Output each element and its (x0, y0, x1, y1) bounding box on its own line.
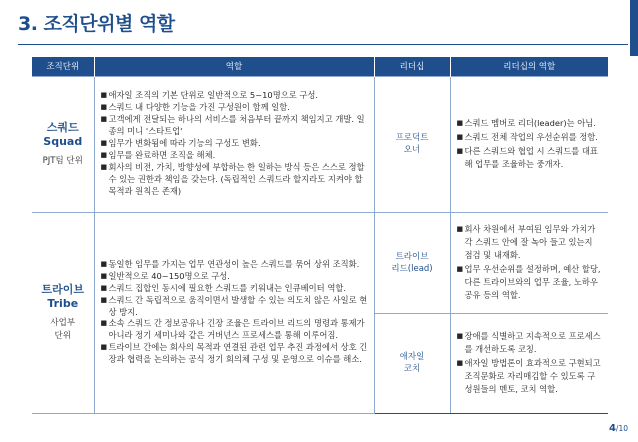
bullet-icon: ■ (100, 103, 108, 112)
bullet-icon: ■ (100, 271, 108, 280)
leader-role-cell-agile-coach (450, 313, 608, 413)
unit-cell-tribe (32, 212, 94, 413)
unit-name-en: Tribe (47, 296, 79, 310)
bullet-icon: ■ (456, 118, 464, 127)
list-item: ■ 소속 스쿼드 간 정보공유나 긴장 조율은 트라이브 리드의 명령과 통제가 아니라 정기 세미나와 같은 거버넌스 프로세스를 통해 이루어짐. (100, 318, 365, 341)
roles-cell-squad (94, 76, 374, 212)
list-item: ■ 동일한 임무를 가지는 업무 연관성이 높은 스쿼드를 묶어 상위 조직화. (100, 258, 360, 269)
title-underline (18, 44, 628, 45)
leader-title-line: 오너 (403, 145, 421, 155)
list-item: ■ 업무 우선순위를 설정하며, 예산 할당, 다른 트라이브와의 업무 조율, 노하우 공유 등의 역할. (456, 263, 601, 300)
unit-scope: PJT팀 단위 (42, 155, 83, 166)
list-item: ■ 트라이브 간에는 회사의 목적과 연결된 관련 업무 추진 과정에서 상호 긴장과 협력을 논의하는 공식 정기 회의체 구성 및 운영으로 이슈를 해소. (100, 342, 368, 365)
list-item: ■ 고객에게 전달되는 하나의 서비스를 처음부터 끝까지 책임지고 개발. 일종의 미니 '스타트업' (100, 114, 365, 137)
leader-title-line: 리드(lead) (391, 263, 433, 274)
list-item: ■ 스쿼드 멤버로 리더(leader)는 아님. (456, 117, 596, 128)
bullet-icon: ■ (100, 319, 108, 328)
unit-scope: 사업부 (50, 317, 76, 328)
leader-cell-tribe-lead (374, 212, 450, 313)
list-item: ■ 스쿼드 간 독립적으로 움직이면서 발생할 수 있는 의도치 않은 사일로 현상 방지. (100, 294, 368, 317)
bullet-icon: ■ (100, 283, 108, 292)
bullet-icon: ■ (100, 91, 108, 100)
header-role: 역할 (94, 57, 374, 76)
page-number (609, 423, 628, 434)
roles-cell-tribe (94, 212, 374, 413)
header-leadership-role: 리더십의 역할 (450, 57, 608, 76)
list-item: ■ 일반적으로 40~150명으로 구성. (100, 270, 230, 281)
leader-cell-product-owner (374, 76, 450, 212)
bullet-icon: ■ (456, 132, 464, 141)
leader-title-line: 코치 (403, 364, 421, 374)
list-item: ■ 스쿼드 내 다양한 기능을 가진 구성원이 함께 일함. (100, 102, 290, 113)
bullet-icon: ■ (456, 331, 464, 340)
page-total: /10 (615, 424, 628, 433)
header-org-unit: 조직단위 (32, 57, 94, 76)
bullet-icon: ■ (456, 146, 464, 155)
leader-role-cell-tribe-lead (450, 212, 608, 313)
leader-title-line: 프로덕트 (395, 133, 429, 143)
page-current: 4 (608, 423, 616, 434)
unit-name-en: Squad (43, 134, 83, 148)
corner-accent-bar (630, 0, 638, 56)
role-list (101, 259, 369, 366)
list-item: ■ 애자일 조직의 기본 단위로 일반적으로 5~10명으로 구성. (100, 90, 319, 101)
list-item: ■ 스쿼드 집합인 동시에 필요한 스쿼드를 키워내는 인큐베이터 역할. (100, 282, 347, 293)
unit-cell-squad (32, 76, 94, 212)
bullet-icon: ■ (100, 115, 108, 124)
list-item: ■ 임무를 완료하면 조직을 해체. (100, 149, 216, 160)
unit-name-ko: 스쿼드 (46, 120, 79, 134)
list-item: ■ 스쿼드 전체 작업의 우선순위를 정함. (456, 131, 598, 142)
table-row-squad (32, 76, 608, 212)
bullet-icon: ■ (100, 343, 108, 352)
unit-scope: 단위 (54, 330, 71, 341)
leader-title-line: 트라이브 (395, 251, 429, 262)
leader-role-cell-product-owner (450, 76, 608, 212)
unit-name-ko: 트라이브 (41, 282, 84, 296)
list-item: ■ 애자일 방법론이 효과적으로 구현되고 조직문화로 자리매김할 수 있도록 구성원들의 멘토, 코치 역할. (456, 357, 601, 394)
list-item: ■ 회사 차원에서 부여된 임무와 가치가 각 스쿼드 안에 잘 녹아 들고 있는지 점검 및 내재화. (456, 223, 596, 260)
bullet-icon: ■ (456, 264, 464, 273)
leader-role-list (457, 223, 603, 302)
list-item: ■ 다른 스쿼드와 협업 시 스쿼드를 대표해 업무를 조율하는 중개자. (456, 145, 598, 169)
leader-role-list (457, 117, 603, 171)
bullet-icon: ■ (100, 259, 108, 268)
leader-cell-agile-coach (374, 313, 450, 413)
table-row-tribe (32, 212, 608, 313)
bullet-icon: ■ (456, 358, 464, 367)
header-leadership: 리더십 (374, 57, 450, 76)
table-header-row (32, 57, 608, 76)
list-item: ■ 장애를 식별하고 지속적으로 프로세스를 개선하도록 코칭. (456, 330, 601, 354)
bullet-icon: ■ (456, 224, 464, 233)
bullet-icon: ■ (100, 295, 108, 304)
bullet-icon: ■ (100, 162, 108, 171)
list-item: ■ 회사의 비전, 가치, 방향성에 부합하는 한 일하는 방식 등은 스스로 정할 수 있는 권한과 책임을 갖는다. (독립적인 스쿼드라 할지라도 지켜야 할 목적과 원칙은 존재) (100, 161, 365, 196)
list-item: ■ 임무가 변화됨에 따라 기능의 구성도 변화. (100, 138, 261, 149)
bullet-icon: ■ (100, 139, 108, 148)
page-title: 3. 조직단위별 역할 (18, 13, 175, 35)
role-list (101, 90, 369, 197)
org-unit-roles-table (32, 57, 608, 414)
bullet-icon: ■ (100, 150, 108, 159)
leader-title-line: 애자일 (399, 352, 425, 362)
leader-role-list (457, 330, 603, 396)
